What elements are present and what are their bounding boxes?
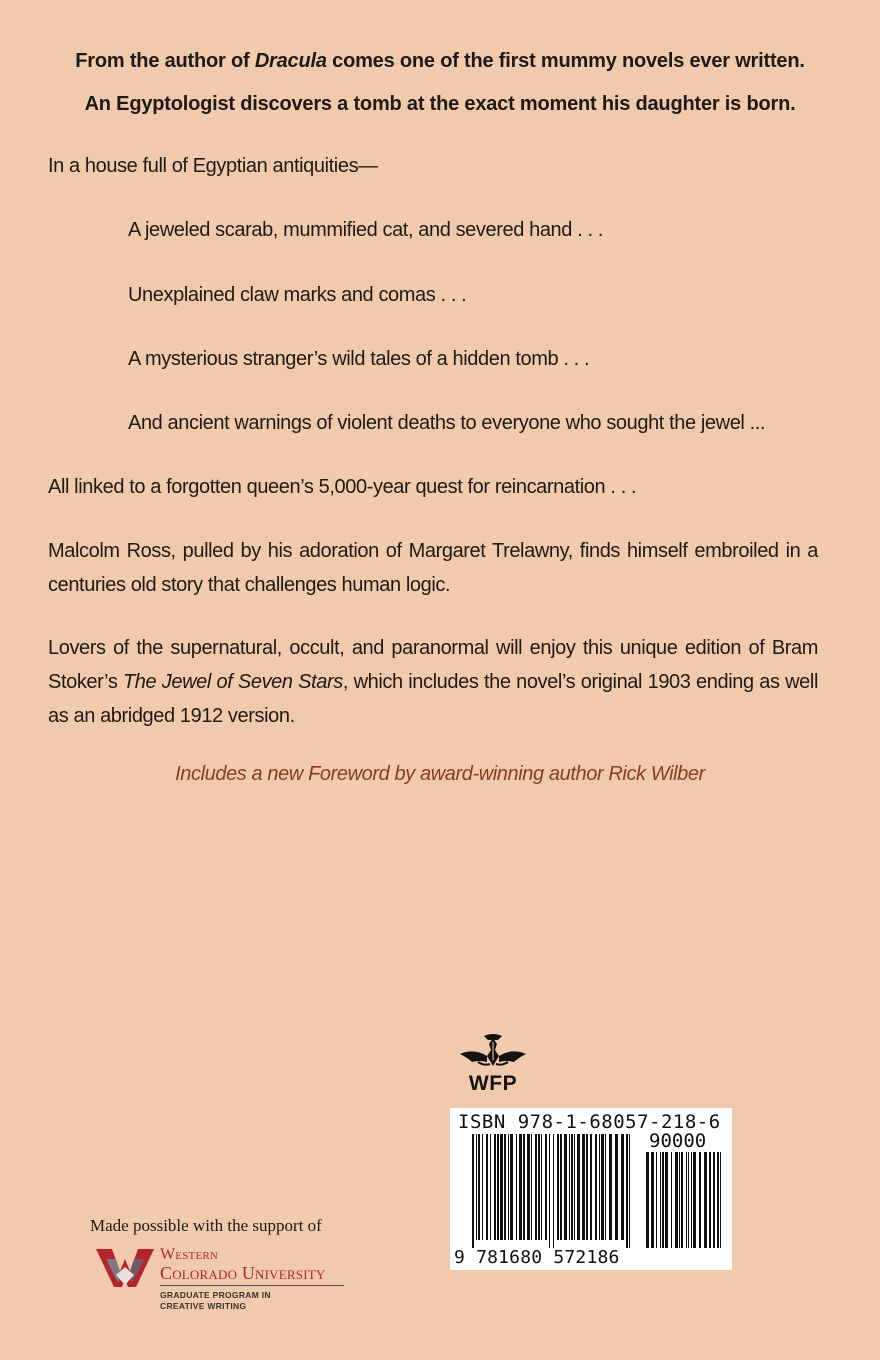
barcode-bar xyxy=(577,1134,580,1240)
support-text: Made possible with the support of xyxy=(90,1216,322,1235)
barcode-bar xyxy=(660,1152,661,1248)
barcode-bar xyxy=(626,1134,628,1248)
barcode-bar xyxy=(651,1152,654,1248)
barcode-bar xyxy=(665,1152,668,1248)
barcode-bar xyxy=(671,1152,672,1248)
barcode-bar xyxy=(545,1134,547,1240)
barcode-bar xyxy=(564,1134,567,1240)
barcode-bar xyxy=(629,1134,630,1248)
barcode-bar xyxy=(531,1134,532,1240)
university-name-line1: Western xyxy=(160,1246,219,1263)
barcode-bar xyxy=(691,1152,692,1248)
barcode-bar xyxy=(516,1134,517,1240)
barcode-bar xyxy=(590,1134,592,1240)
barcode-bar xyxy=(538,1134,540,1240)
barcode-bar xyxy=(486,1134,488,1240)
barcode-bar xyxy=(681,1152,683,1248)
barcode-bar xyxy=(494,1134,496,1240)
barcode-bar xyxy=(569,1134,570,1240)
headline-line-2: An Egyptologist discovers a tomb at the exact moment his daughter is born. xyxy=(84,93,796,115)
lovers-text: Lovers of the supernatural, occult, and paranormal will enjoy this unique edition of Bram Stoker’s xyxy=(48,637,818,693)
isbn-number: ISBN 978-1-68057-218-6 xyxy=(458,1111,721,1133)
foreword-note: Includes a new Foreword by award-winning author Rick Wilber xyxy=(175,763,705,785)
barcode-bar xyxy=(699,1152,701,1248)
barcode-bar xyxy=(621,1134,624,1240)
barcode-bar xyxy=(490,1134,491,1240)
list-item: A jeweled scarab, mummified cat, and severed hand . . . xyxy=(128,219,603,241)
barcode-bar xyxy=(519,1134,522,1240)
publisher-logo-text: WFP xyxy=(468,1072,518,1095)
barcode-bar xyxy=(527,1134,530,1240)
barcode-bar xyxy=(693,1152,696,1248)
price-code: 90000 xyxy=(649,1130,707,1152)
list-item: A mysterious stranger’s wild tales of a hidden tomb . . . xyxy=(128,348,590,370)
lovers-text-end: , which includes the novel’s original 1903 ending as well as an abridged 1912 version. xyxy=(48,671,818,727)
program-line2: CREATIVE WRITING xyxy=(160,1301,247,1311)
barcode-bar xyxy=(605,1134,606,1240)
barcode-bar xyxy=(497,1134,499,1240)
list-item: And ancient warnings of violent deaths to everyone who sought the jewel ... xyxy=(128,412,766,434)
headline-text: From the author of xyxy=(75,50,255,72)
barcode-bar xyxy=(535,1134,537,1240)
barcode-bar xyxy=(675,1152,678,1248)
barcode-bar xyxy=(574,1134,575,1240)
barcode-bar xyxy=(586,1134,588,1240)
barcode-bar xyxy=(500,1134,503,1240)
headline-text-end: comes one of the first mummy novels ever written. xyxy=(326,50,805,72)
isbn-barcode xyxy=(450,1108,732,1270)
barcode-bar xyxy=(523,1134,525,1240)
intro-text: In a house full of Egyptian antiquities— xyxy=(48,155,378,177)
barcode-bar xyxy=(508,1134,509,1240)
barcode-bar xyxy=(472,1134,474,1248)
barcode-bar xyxy=(686,1152,687,1248)
barcode-bar xyxy=(704,1152,707,1248)
book-title: The Jewel of Seven Stars xyxy=(122,671,343,693)
barcode-digits: 9 781680 572186 xyxy=(454,1247,620,1268)
linked-text: All linked to a forgotten queen’s 5,000-year quest for reincarnation . . . xyxy=(48,476,637,498)
program-line1: GRADUATE PROGRAM IN xyxy=(160,1290,271,1300)
barcode-bar xyxy=(688,1152,689,1248)
barcode-bar xyxy=(582,1134,585,1240)
barcode-bar xyxy=(504,1134,506,1240)
divider xyxy=(160,1285,344,1286)
barcode-bar xyxy=(571,1134,573,1240)
barcode-bar xyxy=(482,1134,483,1240)
university-name xyxy=(160,1246,325,1282)
headline-italic-title: Dracula xyxy=(254,50,327,72)
barcode-bar xyxy=(476,1134,477,1240)
malcolm-paragraph: Malcolm Ross, pulled by his adoration of Margaret Trelawny, finds himself embroiled in a centuries old story that challenges human logic. xyxy=(48,540,818,596)
barcode-bar xyxy=(717,1152,719,1248)
barcode-bar xyxy=(541,1134,542,1240)
lovers-paragraph xyxy=(48,631,818,733)
barcode-bar xyxy=(601,1134,604,1240)
barcode-bar xyxy=(510,1134,513,1240)
barcode-bar xyxy=(656,1152,657,1248)
barcode-bar xyxy=(557,1134,559,1240)
barcode-bar xyxy=(709,1152,711,1248)
headline-line-1 xyxy=(48,44,832,78)
barcode-bar xyxy=(560,1134,562,1240)
barcode-bar xyxy=(553,1134,554,1248)
barcode-bar xyxy=(595,1134,597,1240)
barcode-bar xyxy=(679,1152,680,1248)
barcode-bar xyxy=(478,1134,480,1240)
list-item: Unexplained claw marks and comas . . . xyxy=(128,284,467,306)
barcode-bar xyxy=(599,1134,600,1240)
program-name xyxy=(160,1290,271,1312)
barcode-bar xyxy=(549,1134,550,1248)
barcode-bar xyxy=(646,1152,649,1248)
barcode-bar xyxy=(609,1134,612,1240)
university-logo-icon xyxy=(94,1245,156,1291)
university-name-line2: Colorado University xyxy=(160,1263,326,1283)
barcode-bar xyxy=(662,1152,664,1248)
barcode-bar xyxy=(713,1152,715,1248)
barcode-bar xyxy=(720,1152,721,1248)
barcode-bar xyxy=(615,1134,618,1240)
